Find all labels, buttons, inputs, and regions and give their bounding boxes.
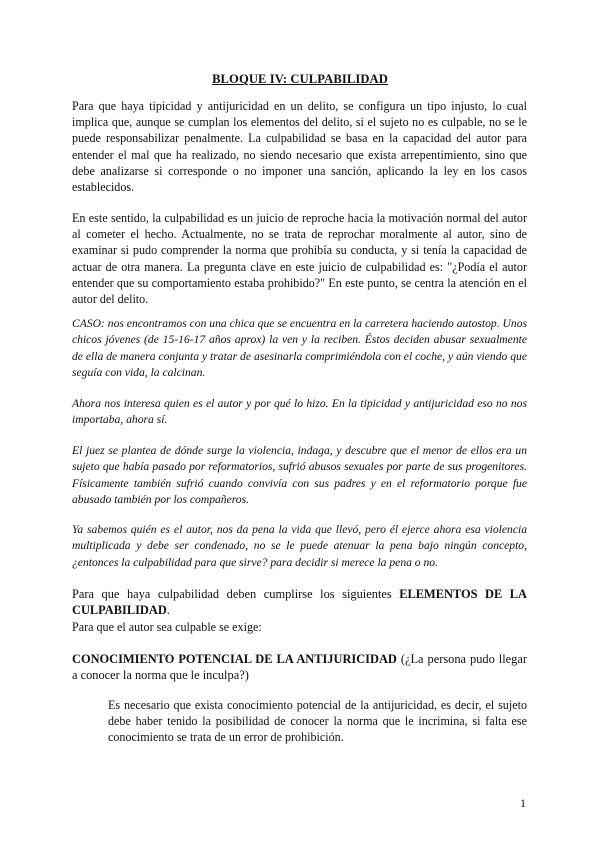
elements-end: . [166,603,170,618]
section-heading [72,651,527,683]
elements-intro [72,586,527,618]
case-judge-analysis: El juez se plantea de dónde surge la violencia, indaga, y descubre que el menor de ellos era un sujeto que había pasado por reformatorios, sufrió abusos sexuales por parte de sus progenitores. Físicamente también sufrió cuando convivía con sus padres y en el reformatorio porque fue abusado también por los compañeros. [72,444,527,506]
requirements-line: Para que el autor sea culpable se exige: [72,620,262,634]
case-conclusion: Ya sabemos quién es el autor, nos da pena la vida que llevó, pero él ejerce ahora esa violencia multiplicada y debe ser condenado, no se le puede atenuar la pena bajo ningún concepto, ¿entonces la culpabilidad para que sirve? para decidir si merece la pena o no. [72,523,527,569]
section-heading-question: (¿La persona pudo llegar a conocer la norma que le inculpa?) [72,652,527,683]
case-author-interest: Ahora nos interesa quien es el autor y por qué lo hizo. En la tipicidad y antijuricidad eso no nos importaba, ahora sí. [72,397,527,427]
section-heading-bold: CONOCIMIENTO POTENCIAL DE LA ANTIJURICIDAD [72,652,397,666]
elements-heading: ELEMENTOS DE LA CULPABILIDAD [72,587,528,618]
paragraph-intro: Para que haya tipicidad y antijuricidad en un delito, se configura un tipo injusto, lo cual implica que, aunque se cumplan los elementos del delito, si el sujeto no es culpable, no se le puede responsabilizar penalmente. La culpabilidad se basa en la capacidad del autor para entender el mal que ha realizado, no siendo necesario que exista arrepentimiento, sino que debe analizarse si corresponde o no imponer una sanción, aplicando la ley en los casos establecidos. [72,99,527,195]
page-number: 1 [520,796,526,810]
indented-paragraph: Es necesario que exista conocimiento potencial de la antijuricidad, es decir, el sujeto debe haber tenido la posibilidad de conocer la norma que le incrimina, si falta ese conocimiento se trata de un error de prohibición. [108,698,527,745]
page-title: BLOQUE IV: CULPABILIDAD [212,72,388,86]
paragraph-reproach: En este sentido, la culpabilidad es un juicio de reproche hacia la motivación normal del autor al cometer el hecho. Actualmente, no se trata de reprochar moralmente al autor, sino de examinar si pudo comprender la norma que prohibía su conducta, y si tenía la capacidad de actuar de otra manera. La pregunta clave en este juicio de culpabilidad es: "¿Podía el autor entender que su comportamiento estaba prohibido?" En este punto, se centra la atención en el autor del delito. [72,211,527,307]
case-description: CASO: nos encontramos con una chica que se encuentra en la carretera haciendo autostop. Unos chicos jóvenes (de 15-16-17 años aprox) la ven y la reciben. Éstos deciden abusar sexualmente de ella de manera conjunta y tratar de asesinarla comprimiéndola con el coche, y aún viendo que seguía con vida, la calcinan. [72,317,527,379]
elements-intro-text: Para que haya culpabilidad deben cumplirse los siguientes [72,587,400,601]
